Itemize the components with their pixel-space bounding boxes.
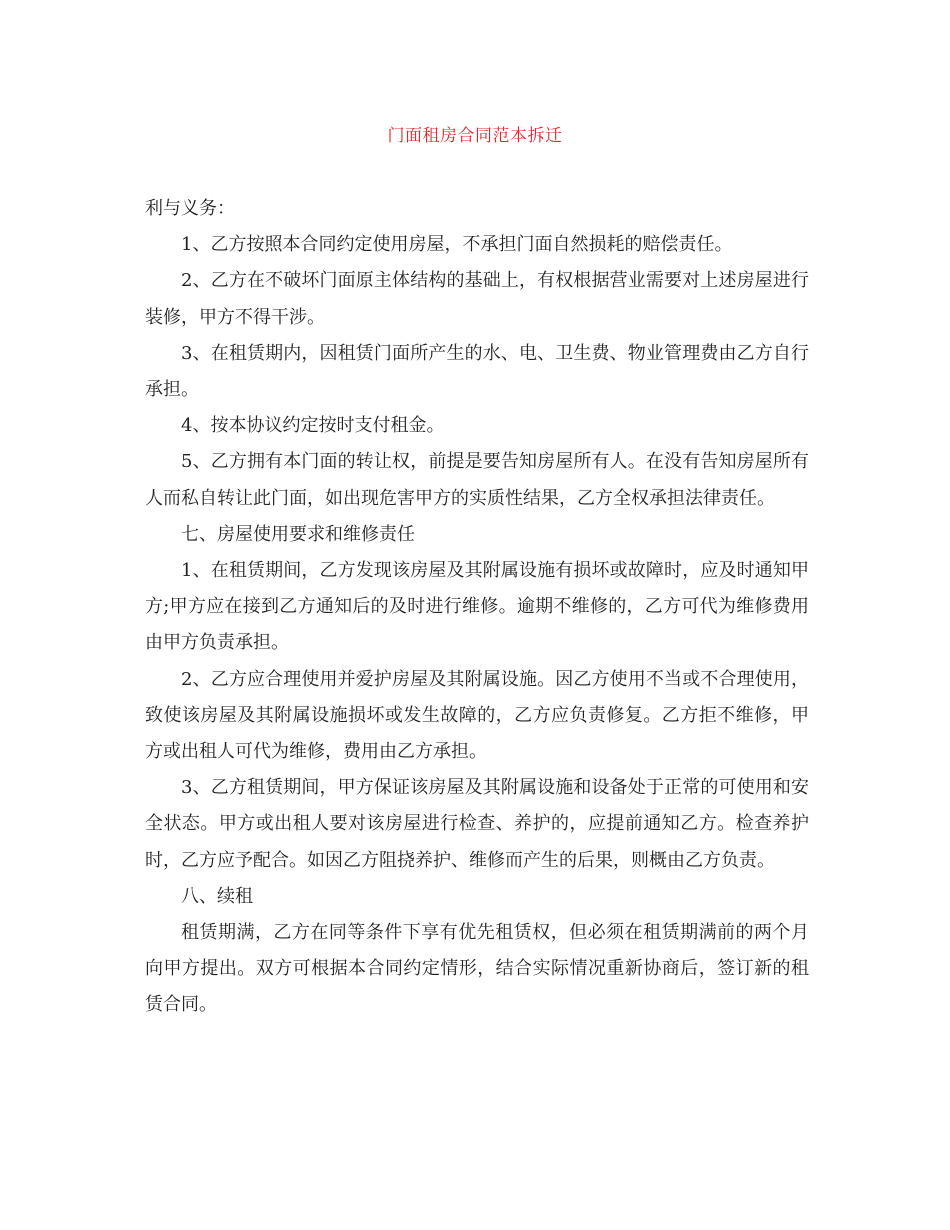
paragraph-clause-1: 1、乙方按照本合同约定使用房屋，不承担门面自然损耗的赔偿责任。 [181,234,733,256]
document-title: 门面租房合同范本拆迁 [387,126,563,146]
paragraph-clause-3: 3、在租赁期内，因租赁门面所产生的水、电、卫生费、物业管理费由乙方自行承担。 [145,342,809,401]
paragraph-maintenance-2: 2、乙方应合理使用并爱护房屋及其附属设施。因乙方使用不当或不合理使用，致使该房屋及其附属设施损坏或发生故障的，乙方应负责修复。乙方拒不维修，甲方或出租人可代为维修，费用由乙方承担。 [145,668,809,763]
paragraph-maintenance-1: 1、在租赁期间，乙方发现该房屋及其附属设施有损坏或故障时，应及时通知甲方;甲方应在接到乙方通知后的及时进行维修。逾期不维修的，乙方可代为维修费用由甲方负责承担。 [145,560,809,654]
document-body [145,191,809,1024]
paragraph-clause-2: 2、乙方在不破坏门面原主体结构的基础上，有权根据营业需要对上述房屋进行装修，甲方不得干涉。 [145,270,809,328]
paragraph-clause-4: 4、按本协议约定按时支付租金。 [181,415,445,437]
paragraph-rights-obligations-heading: 利与义务： [145,198,235,219]
section-heading-renewal: 八、续租 [181,885,253,907]
paragraph-clause-5: 5、乙方拥有本门面的转让权，前提是要告知房屋所有人。在没有告知房屋所有人而私自转让此门面，如出现危害甲方的实质性结果，乙方全权承担法律责任。 [145,451,809,509]
section-heading-usage-maintenance: 七、房屋使用要求和维修责任 [181,523,415,545]
paragraph-maintenance-3: 3、乙方租赁期间，甲方保证该房屋及其附属设施和设备处于正常的可使用和安全状态。甲方或出租人要对该房屋进行检查、养护的，应提前通知乙方。检查养护时，乙方应予配合。如因乙方阻挠养护、维修而产生的后果，则概由乙方负责。 [145,777,809,871]
paragraph-renewal: 租赁期满，乙方在同等条件下享有优先租赁权，但必须在租赁期满前的两个月向甲方提出。双方可根据本合同约定情形，结合实际情况重新协商后，签订新的租赁合同。 [145,922,809,1016]
